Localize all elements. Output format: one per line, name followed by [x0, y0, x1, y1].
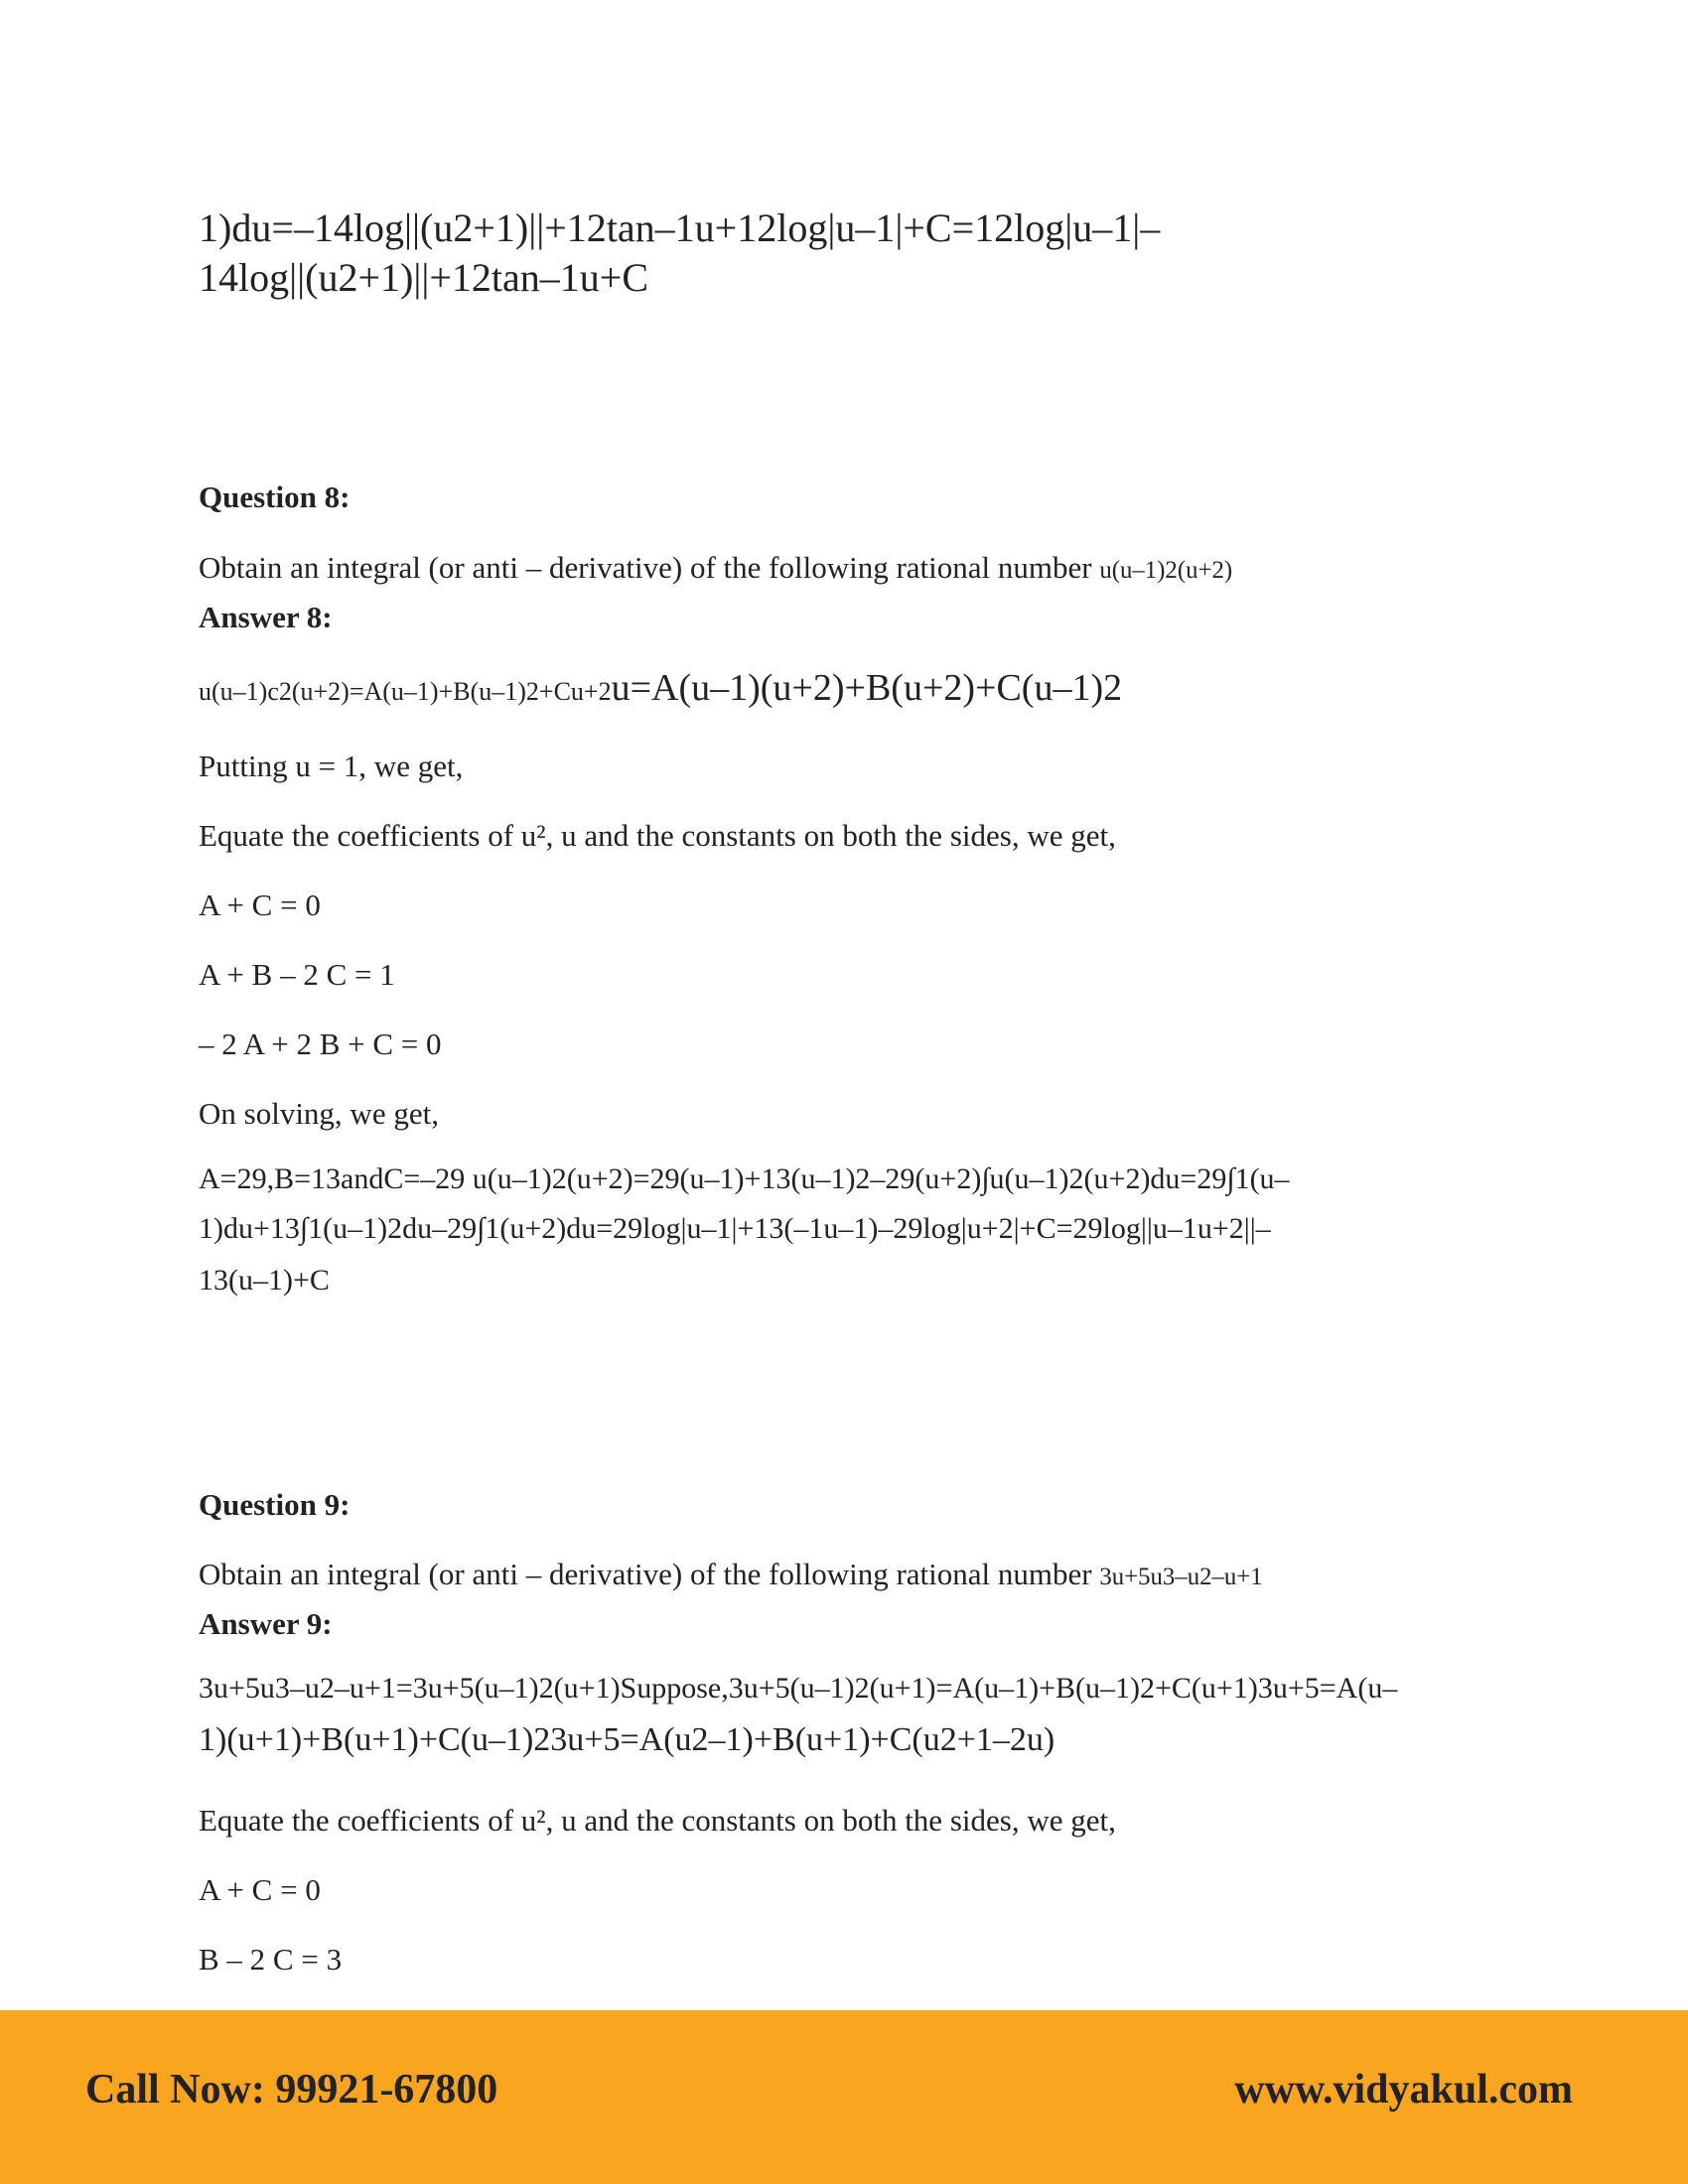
footer-banner	[0, 2010, 1688, 2184]
question-8-prompt	[199, 552, 1232, 584]
answer-8-solving: On solving, we get,	[199, 1096, 439, 1131]
answer-9-eq-b: B – 2 C = 3	[199, 1942, 343, 1977]
answer-9-equation-line-2: 1)(u+1)+B(u+1)+C(u–1)23u+5=A(u2–1)+B(u+1)+C(u2+1–2u)	[199, 1721, 1055, 1758]
q7-solution-line-2: 14log||(u2+1)||+12tan–1u+C	[199, 255, 649, 300]
answer-8-equation-1	[199, 667, 1122, 707]
answer-8-eq-b: A + B – 2 C = 1	[199, 957, 395, 992]
q7-solution-line-1: 1)du=–14log||(u2+1)||+12tan–1u+12log|u–1|+C=12log|u–1|–	[199, 205, 1161, 250]
answer-8-eq-a: A + C = 0	[199, 887, 321, 922]
answer-8-solution-line-3: 13(u–1)+C	[199, 1264, 330, 1297]
answer-9-equation-line-1: 3u+5u3–u2–u+1=3u+5(u–1)2(u+1)Suppose,3u+5(u–1)2(u+1)=A(u–1)+B(u–1)2+C(u+1)3u+5=A(u–	[199, 1672, 1398, 1705]
answer-9-eq-a: A + C = 0	[199, 1872, 321, 1907]
call-now-text[interactable]: Call Now: 99921-67800	[85, 2067, 498, 2113]
question-9-heading: Question 9:	[199, 1487, 351, 1522]
answer-8-solution-line-2: 1)du+13∫1(u–1)2du–29∫1(u+2)du=29log|u–1|+13(–1u–1)–29log|u+2|+C=29log||u–1u+2||–	[199, 1212, 1271, 1245]
question-9-prompt-text: Obtain an integral (or anti – derivative) of the following rational number	[199, 1557, 1092, 1591]
answer-8-solution-line-1: A=29,B=13andC=–29 u(u–1)2(u+2)=29(u–1)+13(u–1)2–29(u+2)∫u(u–1)2(u+2)du=29∫1(u–	[199, 1162, 1290, 1195]
answer-9-heading: Answer 9:	[199, 1606, 333, 1641]
answer-8-eq-c: – 2 A + 2 B + C = 0	[199, 1026, 442, 1061]
website-link[interactable]: www.vidyakul.com	[1234, 2067, 1573, 2113]
question-8-heading: Question 8:	[199, 479, 351, 514]
question-8-prompt-math: u(u–1)2(u+2)	[1099, 557, 1233, 584]
answer-8-equation-1-large: u=A(u–1)(u+2)+B(u+2)+C(u–1)2	[611, 667, 1123, 709]
answer-8-equation-1-small: u(u–1)c2(u+2)=A(u–1)+B(u–1)2+Cu+2	[199, 677, 612, 706]
question-9-prompt-math: 3u+5u3–u2–u+1	[1099, 1564, 1263, 1590]
answer-8-heading: Answer 8:	[199, 600, 333, 634]
question-9-prompt	[199, 1559, 1263, 1590]
answer-9-equate: Equate the coefficients of u², u and the constants on both the sides, we get,	[199, 1803, 1116, 1838]
answer-8-equate: Equate the coefficients of u², u and the constants on both the sides, we get,	[199, 818, 1116, 853]
question-8-prompt-text: Obtain an integral (or anti – derivative) of the following rational number	[199, 550, 1092, 585]
answer-8-putting: Putting u = 1, we get,	[199, 749, 464, 783]
